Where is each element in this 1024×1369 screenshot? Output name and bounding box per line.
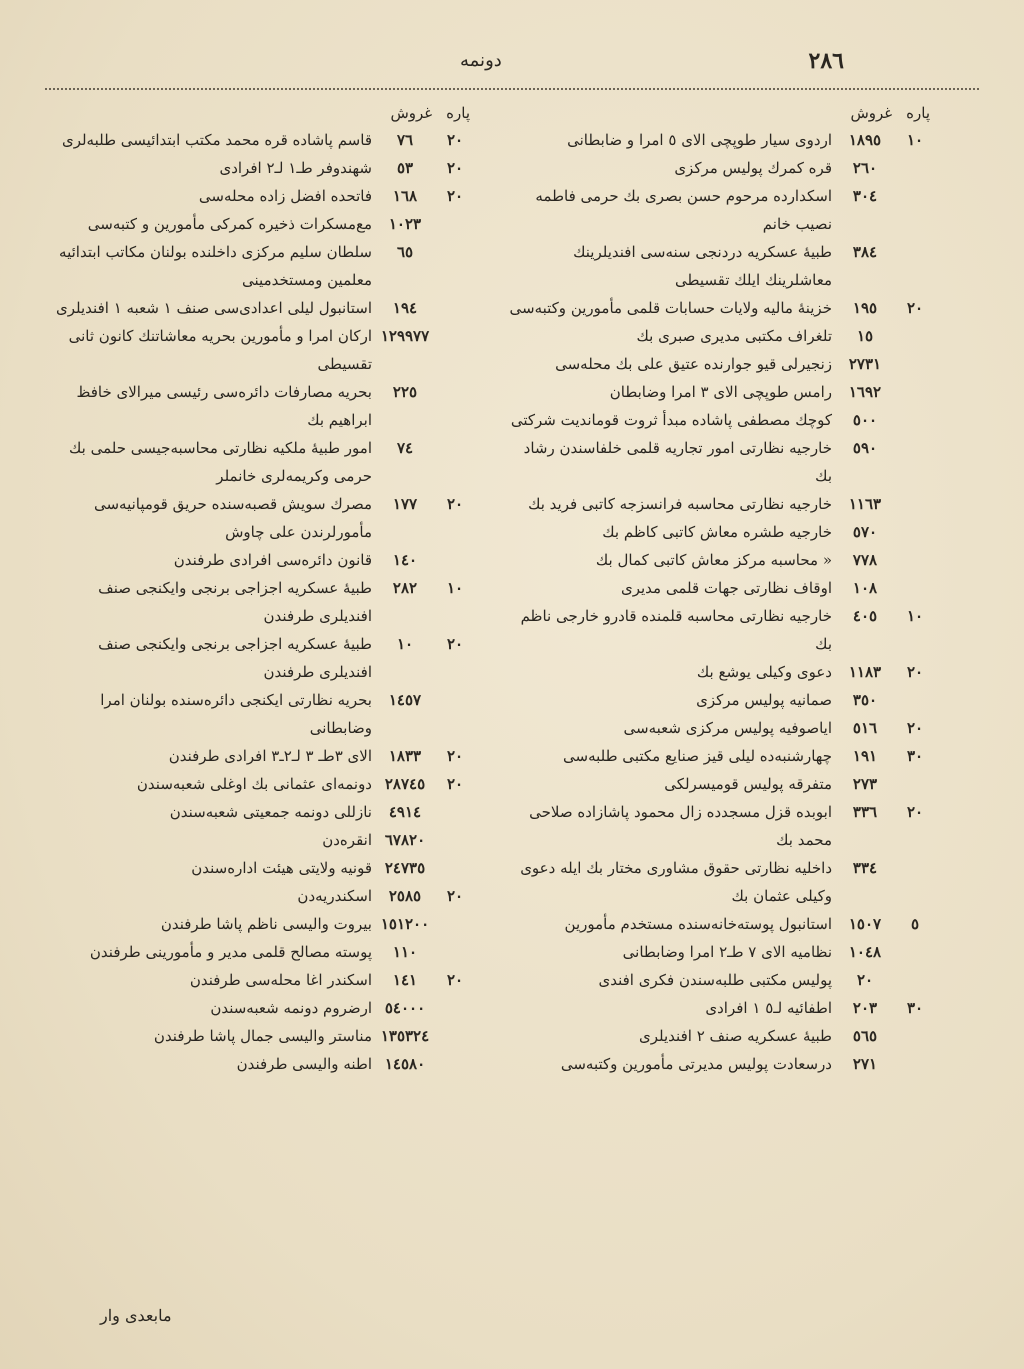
donor-description: امور طبيهٔ ملكيه نظارتى محاسبه‌جيسى حلمى بك حرمى وكريمه‌لرى خانملر (69, 439, 372, 485)
donor-description: طبيهٔ عسكريه اجزاجى برنجى وايكنجى صنف افنديلرى طرفندن (98, 635, 372, 681)
kurus-amount: ١١٠ (392, 943, 418, 961)
donor-description: خارجيه نظارتى محاسبه فرانسزجه كاتبى فريد بك (528, 495, 832, 513)
list-item (500, 770, 932, 798)
donor-description: ارضروم دونمه شعبه‌سندن (210, 999, 372, 1017)
list-item (500, 714, 932, 742)
list-item (500, 910, 932, 938)
kurus-amount: ١٢٩٩٧٧ (380, 327, 430, 345)
list-item (500, 546, 932, 574)
list-item (500, 126, 932, 154)
donor-description: بيروت واليسى ناظم پاشا طرفندن (160, 915, 372, 933)
kurus-amount: ١٠٨ (852, 579, 878, 597)
donor-description: انقره‌دن (322, 831, 372, 849)
kurus-amount: ١٤٥٨٠ (384, 1055, 426, 1073)
page-header (40, 40, 984, 90)
donor-description: بحريه مصارفات دائره‌سى رئيسى ميرالاى خافظ ابراهيم بك (76, 383, 372, 429)
donor-description: مناستر واليسى جمال پاشا طرفندن (153, 1027, 372, 1045)
kurus-amount: ٦٧٨٢٠ (384, 831, 426, 849)
donor-description: متفرقه پوليس قوميسرلكى (664, 775, 832, 793)
kurus-amount: ٣٣٤ (852, 859, 878, 877)
para-heading: پاره (906, 104, 930, 122)
donor-description: اردوى سيار طوپچى الاى ٥ امرا و ضابطانى (567, 131, 832, 149)
kurus-amount: ١٣٥٣٢٤ (380, 1027, 430, 1045)
kurus-amount: ٢٨٢ (392, 579, 418, 597)
kurus-amount: ٥٧٠ (852, 523, 878, 541)
donor-description: نظاميه الاى ٧ طـ٢ امرا وضابطانى (622, 943, 832, 961)
kurus-amount: ٧٦ (396, 131, 414, 149)
donor-description: قونيه ولايتى هيئت اداره‌سندن (191, 859, 372, 877)
entry-list (500, 126, 932, 1078)
kurus-amount: ٢٤٧٣٥ (384, 859, 426, 877)
list-item (500, 966, 932, 994)
donor-description: اياصوفيه پوليس مركزى شعبه‌سى (623, 719, 832, 737)
list-item (40, 210, 472, 238)
donor-description: استانبول پوسته‌خانه‌سنده مستخدم مأمورين (564, 915, 832, 933)
list-item (500, 182, 932, 238)
list-item (500, 798, 932, 854)
list-item (40, 154, 472, 182)
kurus-amount: ٢٧٣ (852, 775, 878, 793)
kurus-amount: ١٩١ (852, 747, 878, 765)
list-item (500, 154, 932, 182)
donor-description: قره كمرك پوليس مركزى (674, 159, 832, 177)
donor-description: اسكندريه‌دن (297, 887, 372, 905)
kurus-amount: ١٦٩٢ (848, 383, 882, 401)
donor-description: دعوى وكيلى يوشع بك (696, 663, 832, 681)
list-item (40, 882, 472, 910)
kurus-amount: ٥٩٠ (852, 439, 878, 457)
para-amount: ٢٠ (446, 971, 464, 989)
para-amount: ٢٠ (446, 887, 464, 905)
kurus-amount: ٥١٦ (852, 719, 878, 737)
donor-description: ابوبده قزل مسجدده زال محمود پاشازاده صلاحى محمد بك (529, 803, 832, 849)
entry-list (40, 126, 472, 1078)
kurus-amount: ٦٥ (396, 243, 414, 261)
list-item (500, 378, 932, 406)
list-item (500, 574, 932, 602)
kurus-amount: ٢٨٧٤٥ (384, 775, 426, 793)
para-amount: ٣٠ (906, 999, 924, 1017)
para-amount: ٢٠ (906, 663, 924, 681)
donor-description: طبيهٔ عسكريه دردنجى سنه‌سى افنديلرينك معاشلرينك ايلك تقسيطى (573, 243, 832, 289)
list-item (40, 574, 472, 630)
donor-description: طبيهٔ عسكريه صنف ٢ افنديلرى (639, 1027, 832, 1045)
para-amount: ٢٠ (906, 803, 924, 821)
kurus-amount: ١١٨٣ (848, 663, 882, 681)
donor-description: اطنه واليسى طرفندن (236, 1055, 372, 1073)
list-item (40, 378, 472, 434)
kurus-amount: ١٩٤ (392, 299, 418, 317)
list-item (500, 1022, 932, 1050)
kurus-amount: ٣٥٠ (852, 691, 878, 709)
para-amount: ١٠ (906, 607, 924, 625)
kurus-amount: ٥٤٠٠٠ (384, 999, 426, 1017)
donor-description: سلطان سليم مركزى داخلنده بولنان مكاتب ابتدائيه معلمين ومستخدمينى (59, 243, 372, 289)
donor-description: استانبول ليلى اعدادى‌سى صنف ١ شعبه ١ افنديلرى (56, 299, 372, 317)
donor-description: خارجيه نظارتى محاسبه قلمنده قادرو خارجى ناظم بك (520, 607, 832, 653)
kurus-amount: ٧٤ (396, 439, 414, 457)
list-item (500, 658, 932, 686)
kurus-amount: ٢٧٣١ (848, 355, 882, 373)
kurus-amount: ١٦٨ (392, 187, 418, 205)
list-item (500, 602, 932, 658)
donor-description: صمانيه پوليس مركزى (696, 691, 832, 709)
kurus-amount: ١٠ (396, 635, 414, 653)
donor-description: الاى ٣طـ ٣ لـ٢ـ٣ افرادى طرفندن (168, 747, 372, 765)
right-column (500, 100, 932, 1078)
kurus-amount: ١١٦٣ (848, 495, 882, 513)
para-amount: ٢٠ (446, 635, 464, 653)
list-item (500, 434, 932, 490)
donor-description: چهارشنبه‌ده ليلى قيز صنايع مكتبى طلبه‌سى (563, 747, 832, 765)
column-head (500, 100, 932, 126)
donor-description: درسعادت پوليس مديرتى مأمورين وكتبه‌سى (560, 1055, 832, 1073)
kurus-amount: ٥٠٠ (852, 411, 878, 429)
para-amount: ٢٠ (446, 159, 464, 177)
list-item (40, 798, 472, 826)
list-item (40, 938, 472, 966)
donor-description: شهندوفر طـ١ لـ٢ افرادى (219, 159, 372, 177)
kurus-amount: ٢٢٥ (392, 383, 418, 401)
para-amount: ٣٠ (906, 747, 924, 765)
kurus-heading: غروش (850, 104, 893, 122)
kurus-heading: غروش (390, 104, 433, 122)
list-item (500, 490, 932, 518)
list-item (40, 630, 472, 686)
donor-description: قاسم پاشاده قره محمد مكتب ابتدائيسى طلبه‌لرى (61, 131, 372, 149)
para-amount: ١٠ (906, 131, 924, 149)
kurus-amount: ٢٦٠ (852, 159, 878, 177)
list-item (40, 546, 472, 574)
para-heading: پاره (446, 104, 470, 122)
para-amount: ٢٠ (446, 131, 464, 149)
donor-description: داخليه نظارتى حقوق مشاورى مختار بك ايله دعوى وكيلى عثمان بك (520, 859, 832, 905)
list-item (40, 994, 472, 1022)
list-item (500, 742, 932, 770)
header-rule (45, 88, 979, 90)
list-item (40, 182, 472, 210)
para-amount: ٥ (910, 915, 920, 933)
kurus-amount: ١٤٠ (392, 551, 418, 569)
kurus-amount: ١٨٣٣ (388, 747, 422, 765)
list-item (500, 294, 932, 322)
para-amount: ٢٠ (446, 747, 464, 765)
list-item (500, 322, 932, 350)
kurus-amount: ٢٥٨٥ (388, 887, 422, 905)
list-item (40, 434, 472, 490)
list-item (500, 518, 932, 546)
list-item (500, 686, 932, 714)
list-item (500, 238, 932, 294)
donor-description: « محاسبه مركز معاش كاتبى كمال بك (595, 551, 832, 569)
donor-description: اطفائيه لـ٥ ١ افرادى (705, 999, 832, 1017)
list-item (40, 910, 472, 938)
continued-note: مابعدى وار (100, 1306, 172, 1325)
list-item (40, 742, 472, 770)
kurus-amount: ٣٣٦ (852, 803, 878, 821)
list-item (40, 854, 472, 882)
donor-description: خزينهٔ ماليه ولايات حسابات قلمى مأمورين وكتبه‌سى (509, 299, 832, 317)
donor-description: تلغراف مكتبى مديرى صبرى بك (636, 327, 832, 345)
list-item (40, 1050, 472, 1078)
kurus-amount: ١٩٥ (852, 299, 878, 317)
list-item (40, 126, 472, 154)
list-item (500, 406, 932, 434)
kurus-amount: ١٠٤٨ (848, 943, 882, 961)
donor-description: نازللى دونمه جمعيتى شعبه‌سندن (169, 803, 372, 821)
donor-description: اركان امرا و مأمورين بحريه معاشاتنك كانون ثانى تقسيطى (68, 327, 372, 373)
donor-description: مع‌مسكرات ذخيره كمركى مأمورين و كتبه‌سى (87, 215, 372, 233)
kurus-amount: ١٧٧ (392, 495, 418, 513)
donor-description: رامس طوپچى الاى ٣ امرا وضابطان (609, 383, 832, 401)
list-item (40, 826, 472, 854)
donor-description: طبيهٔ عسكريه اجزاجى برنجى وايكنجى صنف افنديلرى طرفندن (98, 579, 372, 625)
donor-description: بحريه نظارتى ايكنجى دائره‌سنده بولنان امرا وضابطانى (100, 691, 372, 737)
kurus-amount: ١٥٠٧ (848, 915, 882, 933)
para-amount: ٢٠ (906, 719, 924, 737)
donor-description: قانون دائره‌سى افرادى طرفندن (173, 551, 372, 569)
kurus-amount: ١٨٩٥ (848, 131, 882, 149)
kurus-amount: ٤٠٥ (852, 607, 878, 625)
list-item (500, 1050, 932, 1078)
donor-description: فاتحده افضل زاده محله‌سى (198, 187, 372, 205)
donor-description: مصرك سويش قصبه‌سنده حريق قومپانيه‌سى مأمورلرندن على چاوش (93, 495, 372, 541)
kurus-amount: ١٥ (856, 327, 874, 345)
list-item (500, 350, 932, 378)
para-amount: ٢٠ (446, 187, 464, 205)
donor-description: زنجيرلى قيو جوارنده عتيق على بك محله‌سى (555, 355, 832, 373)
kurus-amount: ١٥١٢٠٠ (380, 915, 430, 933)
list-item (40, 238, 472, 294)
donor-description: خارجيه طشره معاش كاتبى كاظم بك (602, 523, 832, 541)
list-item (40, 770, 472, 798)
list-item (500, 854, 932, 910)
list-item (40, 322, 472, 378)
column-head (40, 100, 472, 126)
list-item (40, 966, 472, 994)
kurus-amount: ٧٧٨ (852, 551, 878, 569)
para-amount: ١٠ (446, 579, 464, 597)
kurus-amount: ٢٠ (856, 971, 874, 989)
running-title: دونمه (460, 50, 502, 71)
kurus-amount: ٣٨٤ (852, 243, 878, 261)
donor-description: پوسته مصالح قلمى مدير و مأمورينى طرفندن (89, 943, 372, 961)
donor-description: پوليس مكتبى طلبه‌سندن فكرى افندى (598, 971, 832, 989)
list-item (40, 294, 472, 322)
kurus-amount: ٤٩١٤ (388, 803, 422, 821)
donor-description: اوقاف نظارتى جهات قلمى مديرى (620, 579, 832, 597)
para-amount: ٢٠ (446, 775, 464, 793)
kurus-amount: ١٤١ (392, 971, 418, 989)
list-item (40, 490, 472, 546)
donor-description: كوچك مصطفى پاشاده مبدأ ثروت قومانديت شركتى (510, 411, 832, 429)
page-number: ٢٨٦ (808, 48, 844, 74)
list-item (40, 1022, 472, 1050)
donor-description: خارجيه نظارتى امور تجاريه قلمى خلفاسندن رشاد بك (523, 439, 832, 485)
kurus-amount: ٣٠٤ (852, 187, 878, 205)
donor-description: دونمه‌اى عثمانى بك اوغلى شعبه‌سندن (136, 775, 372, 793)
donor-description: اسكدارده مرحوم حسن بصرى بك حرمى فاطمه نصيب خانم (535, 187, 832, 233)
left-column (40, 100, 472, 1078)
list-item (500, 994, 932, 1022)
donor-description: اسكندر اغا محله‌سى طرفندن (189, 971, 372, 989)
para-amount: ٢٠ (906, 299, 924, 317)
list-item (40, 686, 472, 742)
kurus-amount: ٢٧١ (852, 1055, 878, 1073)
kurus-amount: ٥٣ (396, 159, 414, 177)
kurus-amount: ٥٦٥ (852, 1027, 878, 1045)
list-item (500, 938, 932, 966)
kurus-amount: ١٤٥٧ (388, 691, 422, 709)
kurus-amount: ٢٠٣ (852, 999, 878, 1017)
kurus-amount: ١٠٢٣ (388, 215, 422, 233)
para-amount: ٢٠ (446, 495, 464, 513)
